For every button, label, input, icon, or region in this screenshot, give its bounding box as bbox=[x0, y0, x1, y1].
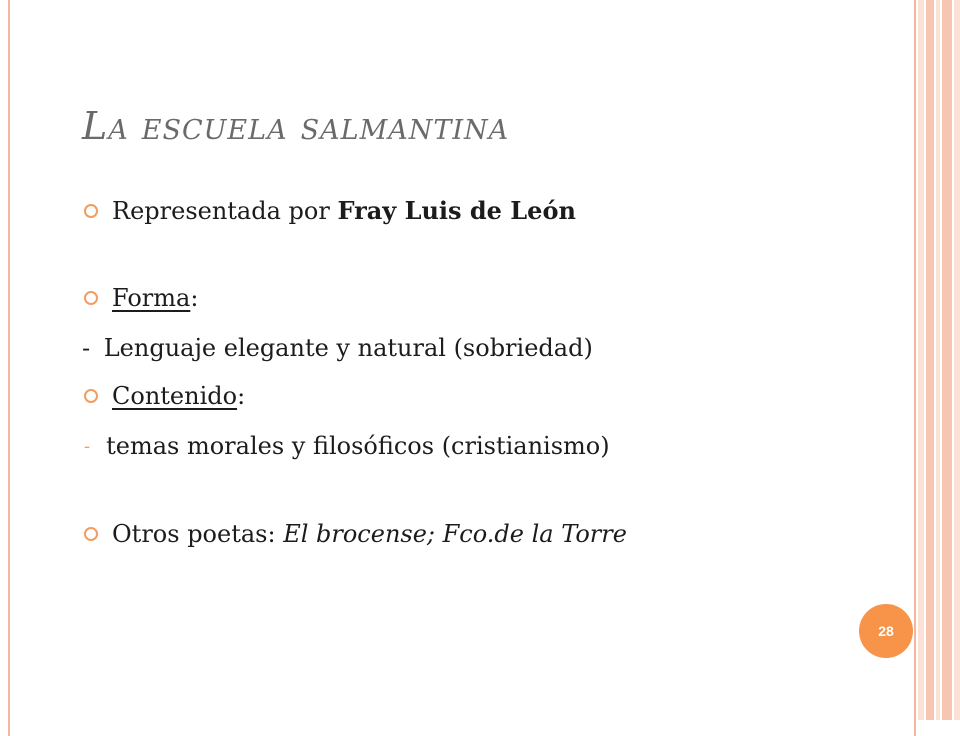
forma-label: Forma bbox=[112, 284, 191, 312]
bullet-circle-icon bbox=[84, 291, 98, 305]
contenido-colon: : bbox=[237, 382, 246, 410]
forma-detail-line bbox=[82, 334, 593, 362]
decor-stripe bbox=[918, 0, 924, 720]
bullet-representada-prefix: Representada por bbox=[112, 196, 338, 225]
contenido-label: Contenido bbox=[112, 382, 238, 410]
slide-title: La escuela salmantina bbox=[82, 104, 510, 148]
bullet-otros-poetas bbox=[82, 520, 627, 548]
bullet-circle-icon bbox=[84, 527, 98, 541]
forma-detail-text: Lenguaje elegante y natural (sobriedad) bbox=[96, 334, 593, 362]
contenido-dash: - bbox=[84, 435, 91, 457]
bullet-representada bbox=[82, 196, 576, 225]
decor-stripe bbox=[936, 0, 940, 720]
decor-stripe bbox=[926, 0, 934, 720]
contenido-detail-line bbox=[84, 432, 610, 460]
page-number-badge: 28 bbox=[859, 604, 913, 658]
bullet-circle-icon bbox=[84, 389, 98, 403]
author-name: Fray Luis de León bbox=[337, 196, 576, 225]
bullet-forma bbox=[82, 284, 198, 312]
forma-colon: : bbox=[190, 284, 199, 312]
decor-stripe bbox=[954, 0, 960, 720]
decor-stripe bbox=[942, 0, 952, 720]
forma-dash: - bbox=[82, 334, 91, 362]
bullet-contenido bbox=[82, 382, 245, 410]
contenido-detail-text: temas morales y filosóficos (cristianismo) bbox=[106, 432, 610, 460]
otros-poetas-prefix: Otros poetas: bbox=[112, 520, 284, 548]
bullet-circle-icon bbox=[84, 204, 98, 218]
otros-poetas-names: El brocense; Fco.de la Torre bbox=[283, 520, 627, 548]
